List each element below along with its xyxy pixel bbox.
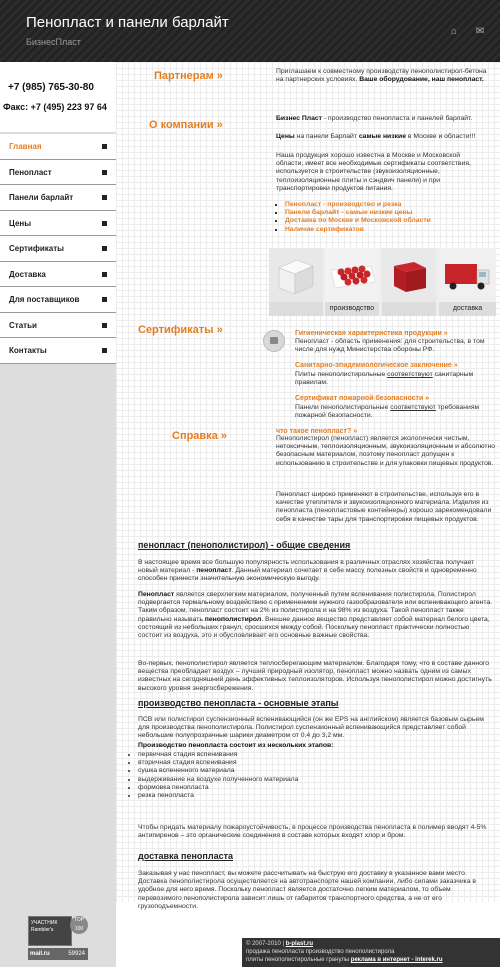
- conformity-link[interactable]: соответствуют: [387, 371, 433, 378]
- nav-item-home[interactable]: [0, 134, 116, 160]
- article-heading-general: пенопласт (пенополистирол) - общие сведения: [138, 540, 351, 550]
- site-header: [0, 0, 500, 62]
- stages-list: [128, 751, 298, 800]
- partners-text: Приглашаем к совместному производству пенополистирол-бетона на партнерских условиях. Ваше оборудование, наш пенопласт.: [276, 68, 487, 84]
- mailru-counter: mail.ru 59924: [28, 948, 88, 960]
- site-title: Пенопласт и панели барлайт: [26, 14, 229, 31]
- square-bullet-icon: [102, 144, 107, 149]
- footer-text: продажа пенопласта производство пенополистирола: [246, 949, 395, 955]
- square-bullet-icon: [102, 272, 107, 277]
- brand-box-image[interactable]: [382, 248, 436, 316]
- cert-hygiene-link[interactable]: Гигиеническая характеристика продукции »: [295, 330, 448, 337]
- nav-item-delivery[interactable]: [0, 262, 116, 288]
- sidebar: [0, 62, 116, 967]
- cert-sanitary-text: Плиты пенополистирольные соответствуют санитарным правилам.: [295, 371, 474, 387]
- article-paragraph: ПСВ или полистирол суспензионный вспенивающийся (он же EPS на английском) является базовым сырьем для производства пенополистирола. Полистирол суспензионный вспенивающийся представляет собой небольшие полупрозрачные шарики диаметром от 0,4 до 3,2 мм.: [138, 716, 484, 740]
- main-content: [116, 62, 500, 910]
- phone-number: +7 (985) 765-30-80: [8, 82, 94, 93]
- article-heading-production: производство пенопласта - основные этапы: [138, 698, 339, 708]
- help-text-2: Пенопласт широко применяют в строительстве, используя его в качестве утеплителя и звукоизоляционного материала. Изделия из пенопласта (пенопластовые контейнеры) хорошо зарекомендовали себя в качестве тары для транспортировки пищевых продуктов.: [276, 491, 492, 523]
- production-image[interactable]: [325, 248, 379, 316]
- fax-number: Факс: +7 (495) 223 97 64: [3, 102, 107, 112]
- link-delivery[interactable]: ▪ Доставка по Москве и Московской области: [285, 217, 431, 225]
- stages-title: Производство пенопласта состоит из нескольких этапов:: [138, 742, 334, 749]
- link-barlight-prices[interactable]: ▪ Панели барлайт - самые низкие цены: [285, 209, 431, 217]
- link-foam-production[interactable]: ▪ Пенопласт - производство и резка: [285, 201, 431, 209]
- red-box-icon: [382, 248, 436, 302]
- nav-item-label: Цены: [9, 218, 32, 228]
- cert-fire-link[interactable]: Сертификат пожарной безопасности »: [295, 395, 430, 402]
- article-paragraph: Заказывая у нас пенопласт, вы можете рассчитывать на быструю его доставку в указанное вами место. Доставка пенополистирола осуществляется на автотранспорте нашей компании, либо силами заказчика в удобное для него время. Поскольку пенопласт является достаточно легким материалом, то объем перевозимого пенополистирола зависит лишь от габаритов транспортного средства, а не от его грузоподъемности.: [138, 870, 477, 910]
- about-intro: Бизнес Пласт - производство пенопласта и панелей барлайт.: [276, 115, 473, 122]
- production-caption: производство: [325, 302, 379, 316]
- list-item: • формовка пенопласта: [138, 784, 298, 792]
- about-title[interactable]: О компании »: [149, 119, 223, 131]
- certificates-title[interactable]: Сертификаты »: [138, 324, 223, 336]
- nav-item-label: Статьи: [9, 320, 37, 330]
- list-item: • сушка вспененного материала: [138, 767, 298, 775]
- foam-blocks-image[interactable]: [269, 248, 323, 316]
- about-prices: Цены на панели Барлайт самые низкие в Москве и области!!!: [276, 133, 476, 140]
- cert-hygiene-text: Пенопласт - область применения: для строительства, в том числе для нужд Министерства обороны РФ.: [295, 338, 485, 354]
- cert-fire-text: Панели пенополистирольные соответствуют требованиям пожарной безопасности.: [295, 404, 480, 420]
- square-bullet-icon: [102, 323, 107, 328]
- article-paragraph: Во-первых, пенополистирол является теплосберегающим материалом. Благодаря тому, что в составе данного вещества преобладает воздух – лучший природный изолятор, пенопласт можно назвать одним из самых известных на сегодняшний день эффективных теплоизоляторов. Используя пенополистирол можно достигнуть высокого уровня энергосбережения.: [138, 660, 492, 692]
- main-nav: [0, 134, 116, 364]
- home-icon[interactable]: ⌂: [450, 26, 458, 37]
- site-subtitle: БизнесПласт: [26, 37, 81, 47]
- certificate-icon: [263, 330, 285, 352]
- foam-blocks-icon: [269, 248, 323, 302]
- list-item: • первичная стадия вспенивания: [138, 751, 298, 759]
- nav-item-foam[interactable]: [0, 160, 116, 186]
- square-bullet-icon: [102, 195, 107, 200]
- square-bullet-icon: [102, 246, 107, 251]
- delivery-caption: доставка: [439, 302, 496, 316]
- nav-item-label: Для поставщиков: [9, 295, 80, 304]
- nav-item-label: Пенопласт: [9, 167, 52, 177]
- list-item: • резка пенопласта: [138, 792, 298, 800]
- mail-icon[interactable]: ✉: [475, 26, 485, 37]
- contact-box: [0, 62, 116, 132]
- nav-item-label: Доставка: [9, 269, 46, 279]
- rambler-counter[interactable]: [28, 916, 88, 960]
- help-title[interactable]: Справка »: [172, 430, 227, 442]
- nav-item-prices[interactable]: [0, 211, 116, 237]
- what-is-foam-link[interactable]: что такое пенопласт? »: [276, 428, 358, 435]
- nav-item-suppliers[interactable]: [0, 287, 116, 313]
- article-heading-delivery: доставка пенопласта: [138, 851, 234, 861]
- nav-item-label: Панели барлайт: [9, 193, 74, 202]
- nav-item-contacts[interactable]: [0, 338, 116, 364]
- product-images: [269, 248, 496, 316]
- link-certificates[interactable]: ▪ Наличие сертификатов: [285, 226, 431, 234]
- list-item: • вторичная стадия вспенивания: [138, 759, 298, 767]
- square-bullet-icon: [102, 348, 107, 353]
- square-bullet-icon: [102, 221, 107, 226]
- top100-badge: TOP 100: [70, 916, 88, 934]
- site-footer: © 2007-2010 | b-plast.ru продажа пенопласта производство пенополистирола плиты пенополистирольные гранулы реклама в интернет - interek.ru: [242, 938, 500, 967]
- conformity-link[interactable]: соответствуют: [390, 404, 436, 411]
- nav-item-label: Сертификаты: [9, 244, 64, 253]
- advertising-link[interactable]: реклама в интернет - interek.ru: [350, 957, 443, 963]
- article-paragraph: В настоящее время все большую популярность использования в различных отраслях хозяйства получает новый материал - пенопласт. Данный материал сочетает в себе массу полезных свойств и одновременно способен принести значительную экономическую выгоду.: [138, 559, 477, 583]
- strawberry-tray-icon: [325, 248, 379, 302]
- nav-item-label: Контакты: [9, 346, 47, 355]
- article-paragraph: Пенопласт является сверхлегким материалом, полученный путем вспенивания полистирола. Полистирол подвергается термальному воздействию с применением нужного газообразователя или вспенивающего агента. Таким образом, пенопласт состоит на 2% из полистирола и на 98% из воздуха. Такой пенопласт также правильно называть пенополистирол. Внешне данное вещество представляет собой материал белого цвета, состоящий из небольших гранул, сросшихся между собой. Поскольку пенопласт практически полностью состоит из воздуха, это и обусловливает его основные важные свойства.: [138, 591, 493, 640]
- nav-item-label: Главная: [9, 142, 42, 151]
- about-description: Наша продукция хорошо известна в Москве и Московской области, имеет все необходимые сертификаты соответствия, используется в строительстве (звукоизоляционные, теплоизоляционные плиты и сэндвич панели) и при транспортировки продуктов питания.: [276, 152, 471, 192]
- counter-value: 59924: [68, 951, 85, 957]
- article-paragraph: Чтобы придать материалу пожароустойчивость, в процессе производства пенопласта в полимер вводят 4-5% антипиренов – это органические соединения в составе которых входят хлор и бром.: [138, 824, 487, 840]
- about-links: [278, 201, 431, 234]
- cert-sanitary-link[interactable]: Санитарно-эпидемиологическое заключение »: [295, 362, 458, 369]
- square-bullet-icon: [102, 297, 107, 302]
- rambler-badge: УЧАСТНИК Rambler's: [28, 916, 72, 946]
- nav-item-barlight-panels[interactable]: [0, 185, 116, 211]
- list-item: • выдерживание на воздухе полученного материала: [138, 776, 298, 784]
- partners-title[interactable]: Партнерам »: [154, 70, 223, 82]
- nav-item-certificates[interactable]: [0, 236, 116, 262]
- delivery-image[interactable]: [439, 248, 496, 316]
- help-text-1: Пенополистирол (пенопласт) является экологически чистым, нетоксичным, теплоизоляционным, звукоизоляционным и абсолютно безопасным материалом, поэтому пенопласт допущен к использованию в строительстве и для упаковки пищевых продуктов.: [276, 435, 496, 467]
- nav-item-articles[interactable]: [0, 313, 116, 339]
- site-link[interactable]: b-plast.ru: [285, 941, 314, 947]
- delivery-truck-icon: [439, 248, 496, 302]
- square-bullet-icon: [102, 170, 107, 175]
